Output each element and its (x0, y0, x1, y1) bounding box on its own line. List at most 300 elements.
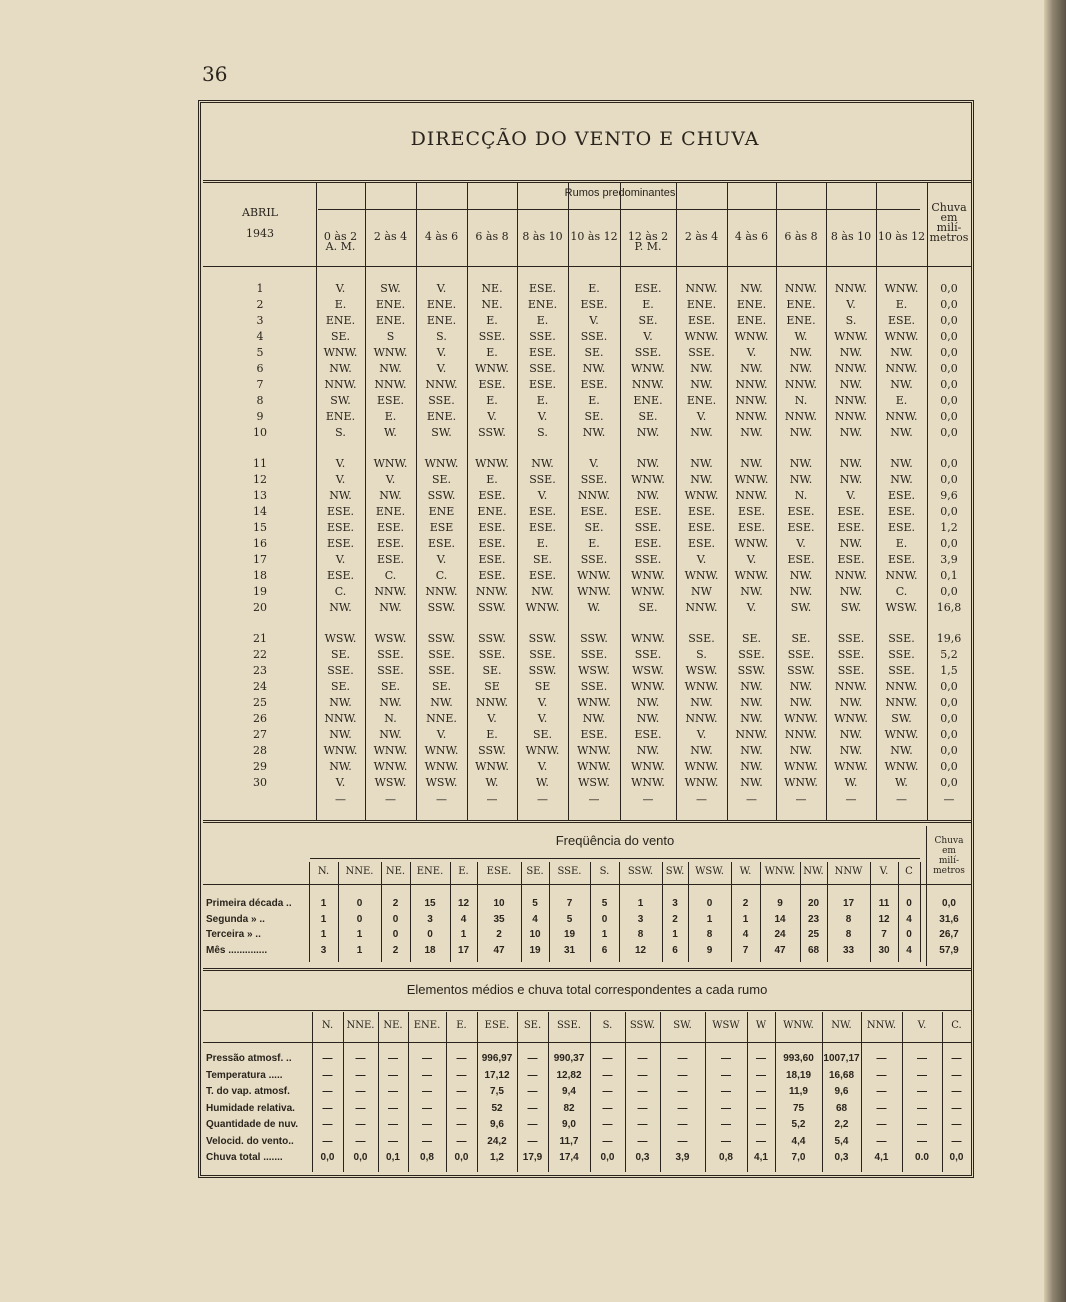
wind-direction-cell: NW. (329, 728, 352, 741)
wind-direction-cell: NW. (890, 744, 913, 757)
wind-direction-cell: E. (536, 537, 549, 550)
wind-direction-cell: — (588, 793, 600, 806)
wind-direction-cell: NW. (582, 712, 606, 725)
column-divider (926, 826, 927, 966)
elements-cell: — (756, 1069, 766, 1081)
wind-direction-cell: SE (484, 680, 500, 693)
wind-direction-cell: SSW. (528, 664, 557, 677)
wind-direction-cell: WNW. (684, 680, 719, 693)
wind-direction-cell: WSW. (578, 776, 610, 789)
wind-direction-cell: S. (696, 648, 707, 661)
wind-direction-cell: ESE. (580, 298, 608, 311)
wind-direction-cell: — (537, 793, 548, 806)
wind-direction-cell: WNW. (631, 362, 665, 375)
wind-direction-cell: SSE. (634, 521, 662, 534)
elements-cell: — (756, 1119, 766, 1130)
wind-direction-cell: NW. (690, 362, 713, 375)
wind-direction-cell: ESE. (634, 505, 662, 518)
wind-direction-cell: SE. (431, 473, 452, 486)
wind-direction-cell: E. (486, 394, 498, 407)
wind-direction-cell: — (642, 793, 654, 806)
day-number: 15 (253, 521, 267, 534)
elements-cell: 24,2 (487, 1135, 507, 1147)
wind-direction-cell: WSW. (578, 664, 610, 677)
frequency-cell: 47 (774, 944, 786, 956)
elements-cell: — (322, 1053, 333, 1064)
frequency-cell: 0 (706, 898, 713, 909)
wind-direction-cell: NW. (329, 362, 352, 375)
elements-column-header: ENE. (413, 1020, 441, 1031)
rain-cell: 9,6 (940, 489, 958, 502)
frequency-cell: 4 (742, 929, 749, 940)
wind-direction-cell: ESE (429, 521, 454, 534)
wind-direction-cell: NW. (789, 680, 813, 693)
wind-direction-cell: V. (436, 553, 447, 566)
wind-direction-cell: ENE. (633, 394, 663, 407)
elements-cell: — (422, 1086, 432, 1097)
elements-cell: — (422, 1053, 432, 1064)
wind-direction-cell: SSW. (478, 601, 506, 614)
elements-column-header: S. (602, 1020, 613, 1031)
wind-direction-cell: W. (895, 776, 908, 789)
frequency-cell: 2 (496, 929, 502, 940)
time-column-header: 4 às 6 (424, 230, 459, 243)
wind-direction-cell: SE. (330, 648, 351, 661)
rain-cell: 0,0 (940, 776, 958, 789)
elements-cell: — (951, 1053, 962, 1064)
wind-direction-cell: ENE (428, 505, 455, 518)
frequency-column-header: NW. (803, 866, 824, 877)
rule (203, 1042, 971, 1043)
wind-direction-cell: ENE. (375, 314, 406, 327)
wind-direction-cell: WNW. (373, 744, 408, 757)
column-divider (920, 862, 921, 962)
elements-cell: — (917, 1053, 927, 1064)
wind-direction-cell: ESE. (887, 553, 916, 566)
wind-direction-cell: NW. (740, 776, 763, 789)
wind-direction-cell: E. (895, 537, 908, 550)
elements-cell: — (677, 1119, 688, 1130)
wind-direction-cell: E. (588, 537, 600, 550)
elements-column-header: NW. (831, 1020, 852, 1031)
day-number: 13 (253, 489, 267, 502)
elements-cell: — (756, 1102, 766, 1114)
wind-direction-cell: NE. (481, 282, 503, 295)
wind-direction-cell: WNW. (631, 585, 665, 598)
wind-direction-cell: V. (537, 410, 548, 423)
elements-cell: — (527, 1135, 538, 1147)
day-number: 26 (253, 712, 267, 725)
wind-direction-cell: SSE. (529, 330, 556, 343)
wind-direction-cell: NNW. (784, 410, 818, 423)
wind-direction-cell: V. (746, 553, 757, 566)
wind-direction-cell: V. (537, 712, 548, 725)
elements-cell: — (637, 1135, 648, 1147)
wind-direction-cell: V. (335, 776, 346, 789)
wind-direction-cell: SE. (482, 664, 502, 677)
wind-direction-cell: E. (486, 346, 498, 359)
wind-direction-cell: ESE. (478, 378, 506, 391)
wind-direction-cell: ESE. (580, 505, 608, 518)
wind-direction-cell: SW. (891, 712, 912, 725)
frequency-cell: 2 (742, 898, 749, 909)
frequency-column-header: ENE. (416, 866, 444, 877)
frequency-cell: 23 (807, 913, 820, 925)
wind-direction-cell: V. (436, 728, 447, 741)
wind-direction-cell: SE. (330, 330, 351, 343)
wind-direction-cell: N. (794, 394, 808, 407)
wind-direction-cell: WNW. (577, 696, 611, 709)
elements-cell: — (637, 1102, 648, 1114)
wind-direction-cell: V. (335, 553, 346, 566)
rain-cell: 1,2 (940, 521, 958, 534)
elements-cell: 68 (835, 1102, 848, 1114)
wind-direction-cell: ENE. (686, 298, 717, 311)
wind-direction-cell: NW. (636, 696, 660, 709)
wind-direction-cell: V. (436, 282, 447, 295)
wind-direction-cell: NW (691, 585, 712, 598)
elements-cell: — (527, 1053, 538, 1064)
wind-direction-cell: ESE. (478, 489, 506, 502)
wind-direction-cell: WNW. (631, 632, 665, 645)
elements-header: Elementos médios e chuva total correspondentes a cada rumo (406, 982, 768, 997)
rule (203, 820, 971, 823)
elements-cell: — (527, 1086, 538, 1097)
frequency-cell: 6 (672, 944, 678, 956)
rumos-header: Rumos predominantes (564, 187, 676, 199)
elements-cell: 9,6 (834, 1086, 849, 1097)
elements-cell: 0.0 (915, 1152, 929, 1163)
elements-column-header: WSW (712, 1020, 740, 1031)
elements-cell: 52 (491, 1102, 503, 1114)
wind-direction-cell: NW. (839, 378, 863, 391)
rain-cell: 0,0 (940, 505, 958, 518)
elements-cell: — (388, 1135, 398, 1147)
elements-cell: 993,60 (783, 1053, 814, 1064)
wind-direction-cell: ESE. (528, 282, 557, 295)
elements-column-header: NNE. (346, 1020, 375, 1031)
rain-cell: 0,0 (940, 410, 958, 423)
frequency-cell: 3 (320, 944, 327, 956)
frequency-cell: 10 (493, 898, 505, 909)
elements-cell: — (677, 1053, 688, 1064)
wind-direction-cell: SE. (532, 553, 553, 566)
elements-cell: — (322, 1102, 333, 1114)
wind-direction-cell: V. (589, 314, 599, 327)
day-number: 14 (253, 505, 267, 518)
wind-direction-cell: NW. (690, 378, 713, 391)
rain-cell: 0,0 (940, 314, 958, 327)
wind-direction-cell: SSE. (634, 346, 662, 359)
time-column-header: 0 às 2 (323, 230, 358, 243)
wind-direction-cell: NE. (481, 298, 503, 311)
frequency-cell: 12 (634, 944, 647, 956)
frequency-cell: 19 (563, 929, 576, 940)
elements-column-header: SSW. (629, 1020, 656, 1031)
elements-cell: — (876, 1102, 887, 1114)
frequency-cell: 8 (845, 929, 852, 940)
rain-cell: 0,0 (940, 537, 958, 550)
wind-direction-cell: WNW. (784, 776, 818, 789)
frequency-row-label: Segunda » .. (206, 913, 265, 925)
elements-cell: 996,97 (481, 1053, 513, 1064)
wind-direction-cell: E. (536, 314, 549, 327)
elements-cell: — (602, 1086, 613, 1097)
wind-direction-cell: NW. (582, 426, 606, 439)
time-column-header: 8 às 10 (522, 230, 563, 243)
frequency-cell: 5 (532, 898, 538, 909)
wind-direction-cell: SW. (840, 601, 862, 614)
day-number: 19 (253, 585, 267, 598)
time-column-header: 4 às 6 (734, 230, 769, 243)
wind-direction-cell: WNW. (684, 760, 719, 773)
wind-direction-cell: ENE. (736, 314, 767, 327)
wind-direction-cell: NW. (379, 601, 402, 614)
wind-direction-cell: SSE. (478, 648, 506, 661)
elements-column-header: WNW. (783, 1020, 814, 1031)
frequency-column-header: V. (879, 866, 889, 877)
wind-direction-cell: SSE. (688, 632, 715, 645)
elements-cell: — (917, 1069, 927, 1081)
wind-direction-cell: NW. (789, 569, 813, 582)
wind-direction-cell: SSE. (888, 632, 915, 645)
wind-direction-cell: SSE. (738, 648, 765, 661)
wind-direction-cell: SSE. (377, 664, 404, 677)
elements-cell: — (756, 1086, 766, 1097)
wind-direction-cell: ESE. (887, 505, 916, 518)
elements-cell: — (951, 1069, 962, 1081)
wind-direction-cell: SW. (431, 426, 452, 439)
rain-header-line: Chuva (934, 836, 964, 846)
elements-cell: — (527, 1069, 538, 1081)
day-number: 27 (253, 728, 267, 741)
elements-cell: — (917, 1102, 927, 1114)
frequency-cell: 1 (706, 913, 713, 925)
wind-direction-cell: WNW. (834, 760, 868, 773)
wind-direction-cell: NW. (329, 696, 352, 709)
elements-cell: — (602, 1102, 613, 1114)
frequency-cell: 8 (637, 929, 644, 940)
wind-direction-cell: NW. (740, 362, 763, 375)
wind-direction-cell: V. (385, 473, 396, 486)
wind-direction-cell: NNW. (885, 569, 918, 582)
frequency-cell: 35 (493, 913, 505, 925)
elements-cell: — (456, 1135, 467, 1147)
elements-cell: 0,0 (353, 1152, 368, 1163)
wind-direction-cell: S. (537, 426, 548, 439)
elements-cell: 0,0 (320, 1152, 335, 1163)
wind-direction-cell: NNW. (425, 378, 458, 391)
frequency-cell: 15 (424, 898, 436, 909)
wind-direction-cell: ESE. (376, 537, 405, 550)
frequency-cell: 68 (807, 944, 820, 956)
frequency-row-label: Terceira » .. (206, 929, 261, 940)
elements-cell: — (527, 1102, 538, 1114)
elements-cell: — (917, 1135, 927, 1147)
elements-cell: — (355, 1102, 366, 1114)
frequency-cell: 1 (742, 913, 749, 925)
frequency-cell: 1 (320, 913, 327, 925)
elements-column-header: SE. (523, 1020, 542, 1031)
wind-direction-cell: ESE. (737, 521, 766, 534)
frequency-cell: 6 (601, 944, 608, 956)
frequency-column-header: ESE. (486, 866, 512, 877)
month-label: ABRIL (242, 206, 278, 219)
day-number: 12 (253, 473, 267, 486)
wind-direction-cell: E. (486, 314, 498, 327)
rain-cell: 0,0 (940, 585, 958, 598)
frequency-column-header: WSW. (695, 866, 724, 877)
wind-direction-cell: NNE. (426, 712, 457, 725)
wind-direction-cell: ESE. (528, 505, 557, 518)
frequency-column-header: S. (599, 866, 610, 877)
frequency-cell: 30 (878, 944, 890, 956)
elements-column-header: W (755, 1020, 767, 1031)
wind-direction-cell: — (845, 793, 857, 806)
wind-direction-cell: E. (895, 298, 908, 311)
wind-direction-cell: SSE. (327, 664, 354, 677)
frequency-cell: 7 (881, 929, 887, 940)
wind-direction-cell: WNW. (631, 776, 665, 789)
frequency-cell: 12 (878, 913, 890, 925)
elements-column-header: NE. (383, 1020, 403, 1031)
wind-direction-cell: ESE. (528, 378, 557, 391)
elements-column-header: SW. (673, 1020, 692, 1031)
day-number: 29 (253, 760, 267, 773)
day-number: 18 (253, 569, 267, 582)
elements-cell: 4,1 (754, 1152, 768, 1163)
elements-cell: 0,8 (719, 1152, 733, 1163)
rain-cell: 1,5 (940, 664, 958, 677)
elements-cell: — (322, 1135, 333, 1147)
wind-direction-cell: SSE. (428, 664, 455, 677)
wind-direction-cell: E. (536, 394, 549, 407)
elements-column-header: N. (321, 1020, 334, 1031)
wind-direction-cell: ESE. (687, 537, 716, 550)
wind-direction-cell: NW. (740, 696, 763, 709)
wind-direction-cell: NNW. (685, 282, 718, 295)
wind-direction-cell: SSE. (428, 394, 455, 407)
elements-cell: 3,9 (675, 1152, 690, 1163)
wind-direction-cell: NW. (531, 457, 554, 470)
time-column-header: 2 às 4 (684, 230, 719, 243)
rain-cell: 5,2 (940, 648, 958, 661)
wind-direction-cell: WNW. (834, 712, 868, 725)
wind-direction-cell: NW. (740, 585, 763, 598)
wind-direction-cell: ENE. (325, 410, 356, 423)
wind-direction-cell: ESE. (837, 553, 865, 566)
wind-direction-cell: WNW. (373, 346, 408, 359)
wind-direction-cell: SE. (380, 680, 401, 693)
rain-cell: 16,8 (936, 601, 962, 614)
day-number: 8 (256, 394, 264, 407)
wind-direction-cell: WNW. (884, 728, 919, 741)
wind-direction-cell: NW. (636, 426, 660, 439)
elements-cell: — (422, 1069, 432, 1081)
elements-cell: — (355, 1135, 366, 1147)
wind-direction-cell: NW. (430, 696, 453, 709)
frequency-cell: 2 (392, 898, 399, 909)
elements-cell: 0,3 (635, 1152, 650, 1163)
wind-direction-cell: W. (536, 776, 549, 789)
wind-direction-cell: ENE. (426, 410, 457, 423)
wind-direction-cell: V. (796, 537, 806, 550)
wind-direction-cell: ESE. (887, 489, 916, 502)
wind-direction-cell: NW. (839, 457, 863, 470)
elements-cell: — (602, 1053, 613, 1064)
wind-direction-cell: ESE. (376, 394, 405, 407)
wind-direction-cell: SSE. (478, 330, 506, 343)
wind-direction-cell: SSW. (478, 426, 506, 439)
elements-column-header: NNW. (866, 1020, 897, 1031)
time-column-header: 6 às 8 (784, 230, 818, 243)
wind-direction-cell: WNW. (525, 744, 560, 757)
wind-direction-cell: WNW. (631, 760, 665, 773)
wind-direction-cell: NNW. (685, 601, 718, 614)
wind-direction-cell: SSE. (529, 473, 556, 486)
wind-direction-cell: SSE. (688, 346, 715, 359)
wind-direction-cell: V. (746, 601, 757, 614)
elements-cell: — (602, 1069, 613, 1081)
frequency-cell: 5 (601, 898, 608, 909)
elements-cell: — (355, 1119, 366, 1130)
elements-cell: — (951, 1119, 962, 1130)
page-edge (1044, 0, 1066, 1302)
wind-direction-cell: WSW. (632, 664, 664, 677)
frequency-cell: 3 (427, 913, 433, 925)
wind-direction-cell: ESE. (687, 521, 716, 534)
wind-direction-cell: WNW. (734, 569, 769, 582)
elements-cell: 82 (563, 1102, 575, 1114)
wind-direction-cell: ENE. (477, 505, 507, 518)
time-column-header: 10 às 12 (877, 230, 926, 243)
day-number: 24 (253, 680, 267, 693)
elements-cell: — (951, 1086, 962, 1097)
wind-direction-cell: NW. (890, 457, 913, 470)
rain-cell: 0,0 (940, 426, 958, 439)
wind-direction-cell: SE (534, 680, 551, 693)
elements-cell: — (388, 1053, 398, 1064)
wind-direction-cell: C. (384, 569, 397, 582)
wind-direction-cell: E. (895, 394, 908, 407)
page-number: 36 (202, 62, 228, 86)
rain-cell: 0,0 (940, 457, 958, 470)
wind-direction-cell: WNW. (684, 776, 719, 789)
wind-direction-cell: W. (844, 776, 858, 789)
frequency-cell: 4 (906, 913, 912, 925)
elements-row-label: Velocid. do vento.. (206, 1135, 294, 1147)
frequency-rain-cell: 31,6 (939, 913, 959, 925)
time-column-header: 6 às 8 (475, 230, 509, 243)
wind-direction-cell: ENE. (736, 298, 767, 311)
frequency-column-header: SSE. (557, 866, 582, 877)
wind-direction-cell: SSE. (580, 680, 608, 693)
rain-cell: 0,0 (940, 378, 958, 391)
frequency-rain-cell: 0,0 (942, 898, 956, 909)
wind-direction-cell: E. (588, 394, 600, 407)
wind-direction-cell: SSW. (528, 632, 557, 645)
elements-cell: — (422, 1102, 432, 1114)
wind-direction-cell: WNW. (734, 473, 769, 486)
wind-direction-cell: V. (846, 489, 856, 502)
wind-direction-cell: NNW. (735, 728, 768, 741)
wind-direction-cell: SSW. (427, 601, 456, 614)
wind-direction-cell: ESE. (478, 553, 506, 566)
elements-cell: — (876, 1069, 887, 1081)
elements-cell: — (422, 1119, 432, 1130)
elements-cell: 990,37 (553, 1053, 585, 1064)
day-number: 21 (253, 632, 267, 645)
